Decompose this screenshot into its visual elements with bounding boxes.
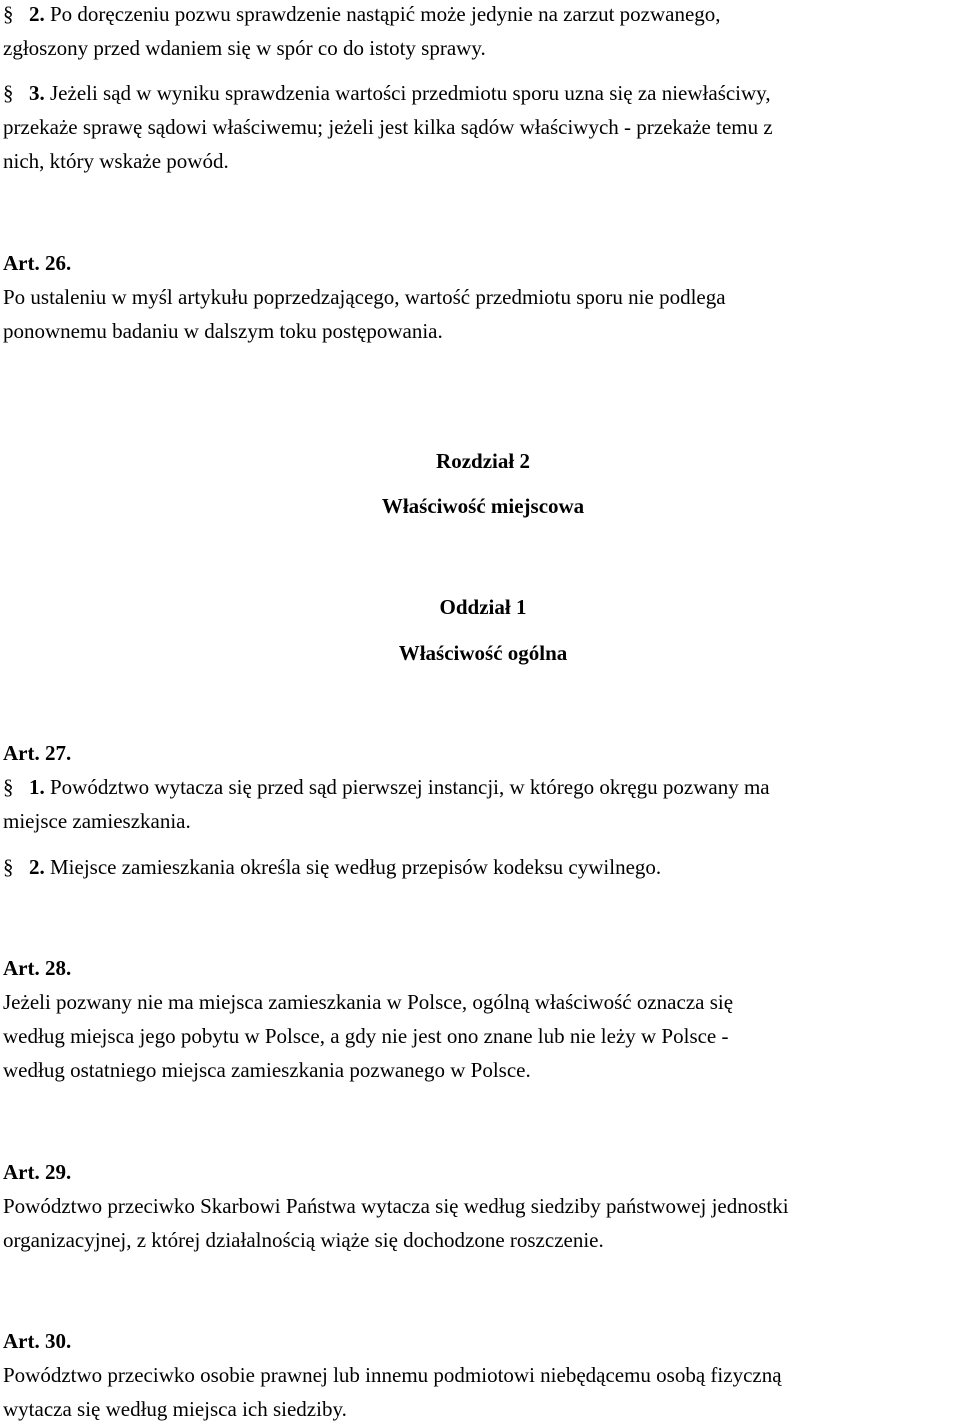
paragraph-text: Miejsce zamieszkania określa się według przepisów kodeksu cywilnego. <box>50 855 662 879</box>
article-line: Powództwo przeciwko osobie prawnej lub innemu podmiotowi niebędącemu osobą fizyczną <box>3 1363 782 1387</box>
chapter-label: Rozdział 2 <box>436 449 530 473</box>
article-line: Jeżeli pozwany nie ma miejsca zamieszkania w Polsce, ogólną właściwość oznacza się <box>3 990 734 1014</box>
paragraph-line: nich, który wskaże powód. <box>3 149 229 173</box>
paragraph-number: 1. <box>29 775 45 799</box>
chapter-title: Właściwość miejscowa <box>381 494 585 518</box>
paragraph-line: przekaże sprawę sądowi właściwemu; jeżeli jest kilka sądów właściwych - przekaże temu z <box>3 115 773 139</box>
article-line: według ostatniego miejsca zamieszkania pozwanego w Polsce. <box>3 1058 531 1082</box>
section-sign: § <box>3 775 14 799</box>
article-30 <box>3 1324 958 1426</box>
paragraph-line <box>3 76 958 110</box>
article-heading: Art. 30. <box>3 1329 72 1353</box>
article-27-paragraph-2 <box>3 850 958 884</box>
article-line: ponownemu badaniu w dalszym toku postępowania. <box>3 319 443 343</box>
article-line: według miejsca jego pobytu w Polsce, a gdy nie jest ono znane lub nie leży w Polsce - <box>3 1024 729 1048</box>
article-heading: Art. 27. <box>3 741 72 765</box>
paragraph-3 <box>3 76 958 178</box>
paragraph-text: Po doręczeniu pozwu sprawdzenie nastąpić może jedynie na zarzut pozwanego, <box>50 2 721 26</box>
section-sign: § <box>3 81 14 105</box>
article-line: wytacza się według miejsca ich siedziby. <box>3 1397 347 1421</box>
section-sign: § <box>3 855 14 879</box>
paragraph-text: Jeżeli sąd w wyniku sprawdzenia wartości przedmiotu sporu uzna się za niewłaściwy, <box>50 81 771 105</box>
paragraph-line <box>3 0 958 31</box>
paragraph-line <box>3 770 958 804</box>
paragraph-number: 3. <box>29 81 45 105</box>
article-heading: Art. 28. <box>3 956 72 980</box>
division-label: Oddział 1 <box>439 595 527 619</box>
article-line: Po ustaleniu w myśl artykułu poprzedzającego, wartość przedmiotu sporu nie podlega <box>3 285 726 309</box>
division-title: Właściwość ogólna <box>398 641 568 665</box>
section-sign: § <box>3 2 14 26</box>
article-29 <box>3 1155 958 1257</box>
paragraph-text: Powództwo wytacza się przed sąd pierwszej instancji, w którego okręgu pozwany ma <box>50 775 770 799</box>
article-heading: Art. 26. <box>3 251 72 275</box>
paragraph-2 <box>3 0 958 65</box>
paragraph-number: 2. <box>29 2 45 26</box>
article-line: Powództwo przeciwko Skarbowi Państwa wytacza się według siedziby państwowej jednostki <box>3 1194 789 1218</box>
article-heading: Art. 29. <box>3 1160 72 1184</box>
paragraph-line: miejsce zamieszkania. <box>3 809 191 833</box>
paragraph-line <box>3 850 958 884</box>
article-27 <box>3 736 958 838</box>
article-28 <box>3 951 958 1087</box>
article-line: organizacyjnej, z której działalnością wiąże się dochodzone roszczenie. <box>3 1228 604 1252</box>
paragraph-number: 2. <box>29 855 45 879</box>
article-26 <box>3 246 958 348</box>
paragraph-line: zgłoszony przed wdaniem się w spór co do istoty sprawy. <box>3 36 486 60</box>
